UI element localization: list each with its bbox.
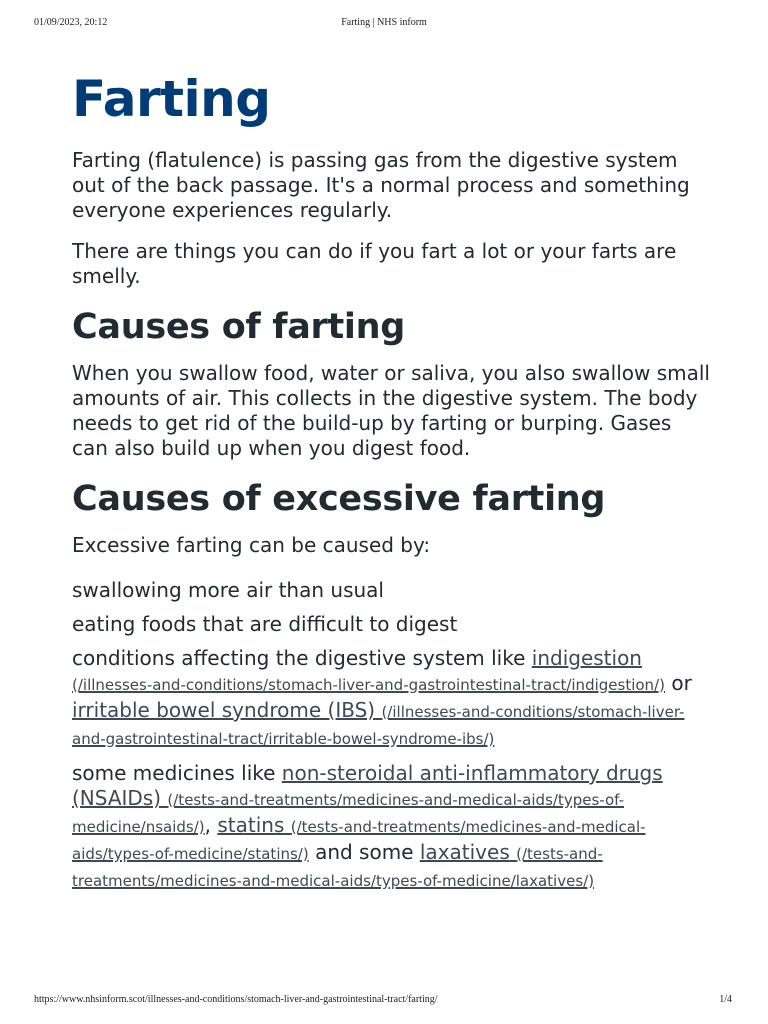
causes-heading: Causes of farting bbox=[72, 307, 405, 347]
print-datetime: 01/09/2023, 20:12 bbox=[34, 17, 108, 28]
excessive-intro: Excessive farting can be caused by: bbox=[72, 533, 431, 557]
ibs-link-url: (/illnesses-and-conditions/stomach-liver-and-gastrointestinal-tract/irritable-bowel-syndrome-ibs/) bbox=[72, 703, 685, 748]
list-item-text: conditions affecting the digestive system like bbox=[72, 646, 532, 670]
article bbox=[72, 68, 712, 903]
intro-paragraph-1: Farting (flatulence) is passing gas from the digestive system out of the back passage. It's a normal process and something everyone experiences regularly. bbox=[72, 148, 690, 222]
ibs-link[interactable] bbox=[72, 698, 684, 749]
list-item-text: some medicines like bbox=[72, 761, 282, 785]
list-item bbox=[72, 646, 712, 752]
print-header bbox=[0, 17, 768, 33]
print-page-title: Farting | NHS inform bbox=[341, 17, 427, 28]
list-item bbox=[72, 761, 712, 894]
nsaids-link-url: (/tests-and-treatments/medicines-and-medical-aids/types-of-medicine/nsaids/) bbox=[72, 791, 624, 836]
print-url: https://www.nhsinform.scot/illnesses-and-conditions/stomach-liver-and-gastrointestinal-tract/farting/ bbox=[34, 994, 438, 1005]
laxatives-link-url: (/tests-and-treatments/medicines-and-medical-aids/types-of-medicine/laxatives/) bbox=[72, 845, 603, 890]
page-title: Farting bbox=[72, 70, 271, 128]
list-item: eating foods that are difficult to digest bbox=[72, 612, 458, 636]
indigestion-link-label: indigestion bbox=[531, 646, 642, 670]
print-footer bbox=[0, 994, 768, 1010]
list-item-text: and some bbox=[308, 840, 420, 864]
excessive-causes-heading: Causes of excessive farting bbox=[72, 479, 606, 519]
ibs-link-label: irritable bowel syndrome (IBS) bbox=[72, 698, 376, 722]
list-item: swallowing more air than usual bbox=[72, 578, 384, 602]
laxatives-link-label: laxatives bbox=[419, 840, 510, 864]
intro-paragraph-2: There are things you can do if you fart a lot or your farts are smelly. bbox=[72, 239, 677, 288]
statins-link-label: statins bbox=[217, 813, 285, 837]
statins-link-url: (/tests-and-treatments/medicines-and-medical-aids/types-of-medicine/statins/) bbox=[72, 818, 646, 863]
indigestion-link-url: (/illnesses-and-conditions/stomach-liver-and-gastrointestinal-tract/indigestion/) bbox=[72, 676, 665, 694]
list-item-text: or bbox=[664, 671, 692, 695]
nsaids-link-label: non-steroidal anti-inflammatory drugs (NSAIDs) bbox=[72, 761, 663, 810]
causes-list bbox=[72, 578, 712, 894]
list-item-text: , bbox=[204, 813, 218, 837]
causes-paragraph: When you swallow food, water or saliva, you also swallow small amounts of air. This collects in the digestive system. The body needs to get rid of the build-up by farting or burping. Gases can also build up when you digest food. bbox=[72, 361, 710, 460]
page-number: 1/4 bbox=[719, 994, 732, 1005]
